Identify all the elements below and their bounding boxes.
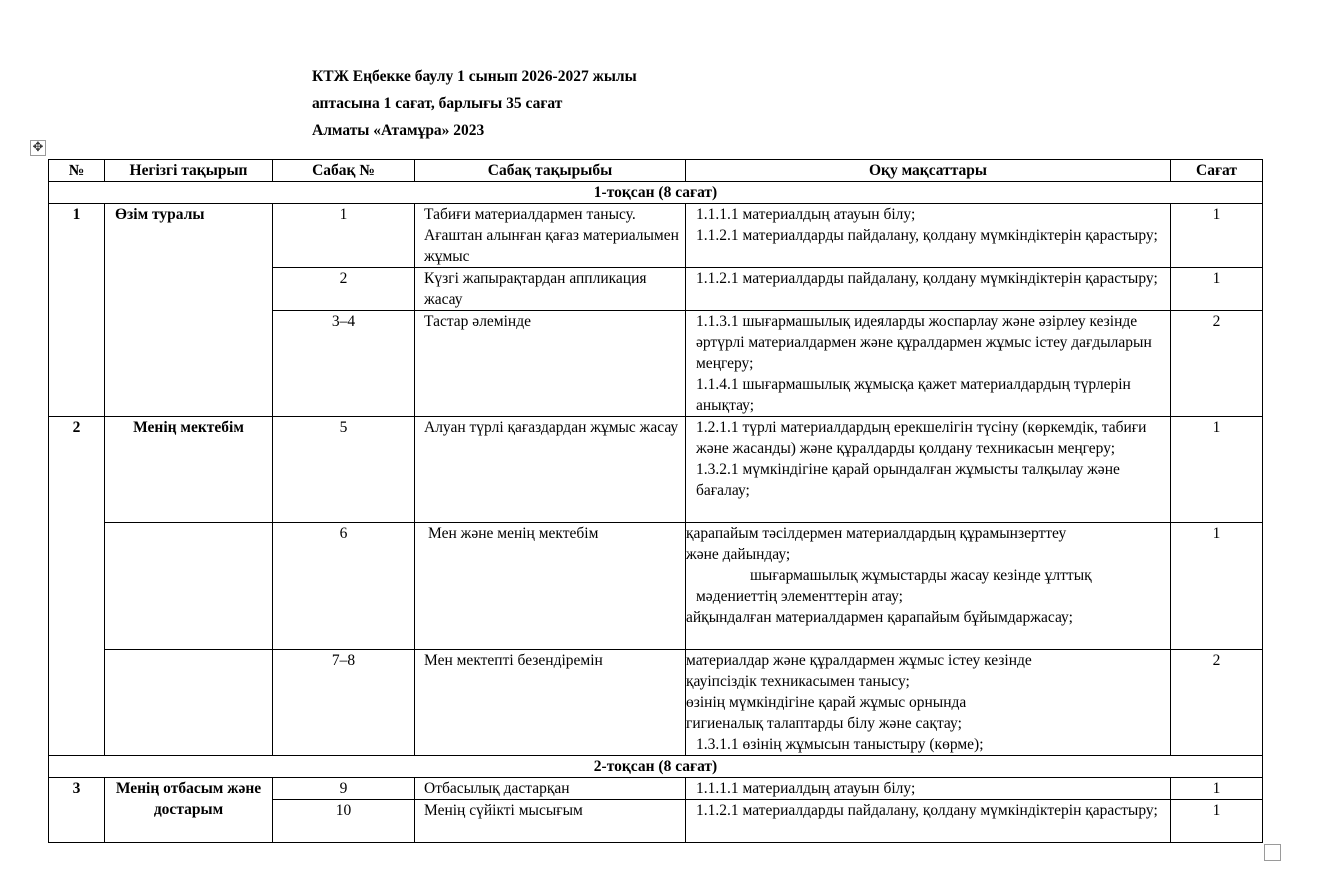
lesson-number: 3–4 xyxy=(273,311,415,417)
lesson-number: 5 xyxy=(273,417,415,523)
section-number: 3 xyxy=(49,778,105,843)
col-header-lesson-no: Сабақ № xyxy=(273,160,415,182)
col-header-number: № xyxy=(49,160,105,182)
section-topic: Менің мектебім xyxy=(105,417,273,523)
lesson-objectives xyxy=(686,523,1171,650)
document-header xyxy=(312,63,637,144)
lesson-title: Менің сүйікті мысығым xyxy=(415,800,686,843)
objective: 1.1.4.1 шығармашылық жұмысқа қажет материалдардың түрлерін анықтау; xyxy=(696,376,1131,414)
objective: қарапайым тәсілдермен материалдардың құрамынзерттеу xyxy=(686,525,1067,542)
lesson-title: Тастар әлемінде xyxy=(415,311,686,417)
objective: 1.1.2.1 материалдарды пайдалану, қолдану мүмкіндіктерін қарастыру; xyxy=(696,802,1158,819)
lesson-title: Алуан түрлі қағаздардан жұмыс жасау xyxy=(415,417,686,523)
lesson-hours: 1 xyxy=(1171,778,1263,800)
lesson-number: 6 xyxy=(273,523,415,650)
table-row xyxy=(49,204,1263,268)
section-number: 1 xyxy=(49,204,105,417)
lesson-title: Табиғи материалдармен танысу. Ағаштан алынған қағаз материалымен жұмыс xyxy=(415,204,686,268)
table-header-row xyxy=(49,160,1263,182)
objective: 1.1.2.1 материалдарды пайдалану, қолдану мүмкіндіктерін қарастыру; xyxy=(696,227,1158,244)
lesson-hours: 1 xyxy=(1171,523,1263,650)
move-handle-icon[interactable]: ✥ xyxy=(30,140,46,156)
lesson-hours: 2 xyxy=(1171,311,1263,417)
col-header-topic: Негізгі тақырып xyxy=(105,160,273,182)
header-line-2: аптасына 1 сағат, барлығы 35 сағат xyxy=(312,95,563,112)
lesson-hours: 1 xyxy=(1171,204,1263,268)
lesson-number: 10 xyxy=(273,800,415,843)
curriculum-table xyxy=(48,159,1263,843)
objective: мәдениеттің элементтерін атау; xyxy=(696,588,903,605)
empty-topic-cell xyxy=(105,650,273,756)
objective: 1.1.1.1 материалдың атауын білу; xyxy=(696,206,916,223)
lesson-number: 9 xyxy=(273,778,415,800)
col-header-lesson-title: Сабақ тақырыбы xyxy=(415,160,686,182)
objective: өзінің мүмкіндігіне қарай жұмыс орнында xyxy=(686,694,967,711)
lesson-hours: 2 xyxy=(1171,650,1263,756)
resize-handle-icon[interactable] xyxy=(1264,844,1281,861)
objective: шығармашылық жұмыстарды жасау кезінде ұлттық xyxy=(750,567,1092,584)
quarter-label: 2-тоқсан (8 сағат) xyxy=(49,756,1263,778)
lesson-objectives xyxy=(686,268,1171,311)
col-header-objectives: Оқу мақсаттары xyxy=(686,160,1171,182)
lesson-title: Мен мектепті безендіремін xyxy=(415,650,686,756)
lesson-objectives xyxy=(686,650,1171,756)
objective: 1.3.2.1 мүмкіндігіне қарай орындалған жұмысты талқылау және бағалау; xyxy=(696,461,1120,499)
lesson-objectives xyxy=(686,778,1171,800)
table-row xyxy=(49,778,1263,800)
lesson-number: 1 xyxy=(273,204,415,268)
table-row xyxy=(49,417,1263,523)
lesson-objectives xyxy=(686,204,1171,268)
objective: 1.1.3.1 шығармашылық идеяларды жоспарлау және әзірлеу кезінде әртүрлі материалдармен және құралдармен жұмыс істеу дағдыларын меңгеру; xyxy=(696,313,1152,372)
objective: 1.1.2.1 материалдарды пайдалану, қолдану мүмкіндіктерін қарастыру; xyxy=(696,270,1158,287)
header-line-1: КТЖ Еңбекке баулу 1 сынып 2026-2027 жылы xyxy=(312,68,637,85)
section-topic: Менің отбасым және достарым xyxy=(105,778,273,843)
section-number: 2 xyxy=(49,417,105,756)
objective: 1.3.1.1 өзінің жұмысын таныстыру (көрме); xyxy=(696,736,984,753)
objective: және дайындау; xyxy=(686,546,791,563)
table-row xyxy=(49,523,1263,650)
empty-topic-cell xyxy=(105,523,273,650)
objective: 1.2.1.1 түрлі материалдардың ерекшелігін түсіну (көркемдік, табиғи және жасанды) және құралдарды қолдану техникасын меңгеру; xyxy=(696,419,1147,457)
lesson-hours: 1 xyxy=(1171,417,1263,523)
lesson-objectives xyxy=(686,417,1171,523)
header-line-3: Алматы «Атамұра» 2023 xyxy=(312,122,485,139)
lesson-number: 7–8 xyxy=(273,650,415,756)
lesson-number: 2 xyxy=(273,268,415,311)
objective: гигиеналық талаптарды білу және сақтау; xyxy=(686,715,962,732)
section-topic: Өзім туралы xyxy=(105,204,273,417)
objective: айқындалған материалдармен қарапайым бұйымдаржасау; xyxy=(686,609,1073,626)
quarter-row xyxy=(49,182,1263,204)
lesson-title: Мен және менің мектебім xyxy=(415,523,686,650)
lesson-title: Отбасылық дастарқан xyxy=(415,778,686,800)
lesson-hours: 1 xyxy=(1171,268,1263,311)
col-header-hours: Сағат xyxy=(1171,160,1263,182)
lesson-objectives xyxy=(686,800,1171,843)
quarter-label: 1-тоқсан (8 сағат) xyxy=(49,182,1263,204)
lesson-title: Күзгі жапырақтардан аппликация жасау xyxy=(415,268,686,311)
objective: 1.1.1.1 материалдың атауын білу; xyxy=(696,780,916,797)
lesson-hours: 1 xyxy=(1171,800,1263,843)
quarter-row xyxy=(49,756,1263,778)
lesson-objectives xyxy=(686,311,1171,417)
objective: материалдар және құралдармен жұмыс істеу кезінде xyxy=(686,652,1032,669)
objective: қауіпсіздік техникасымен танысу; xyxy=(686,673,910,690)
table-row xyxy=(49,650,1263,756)
